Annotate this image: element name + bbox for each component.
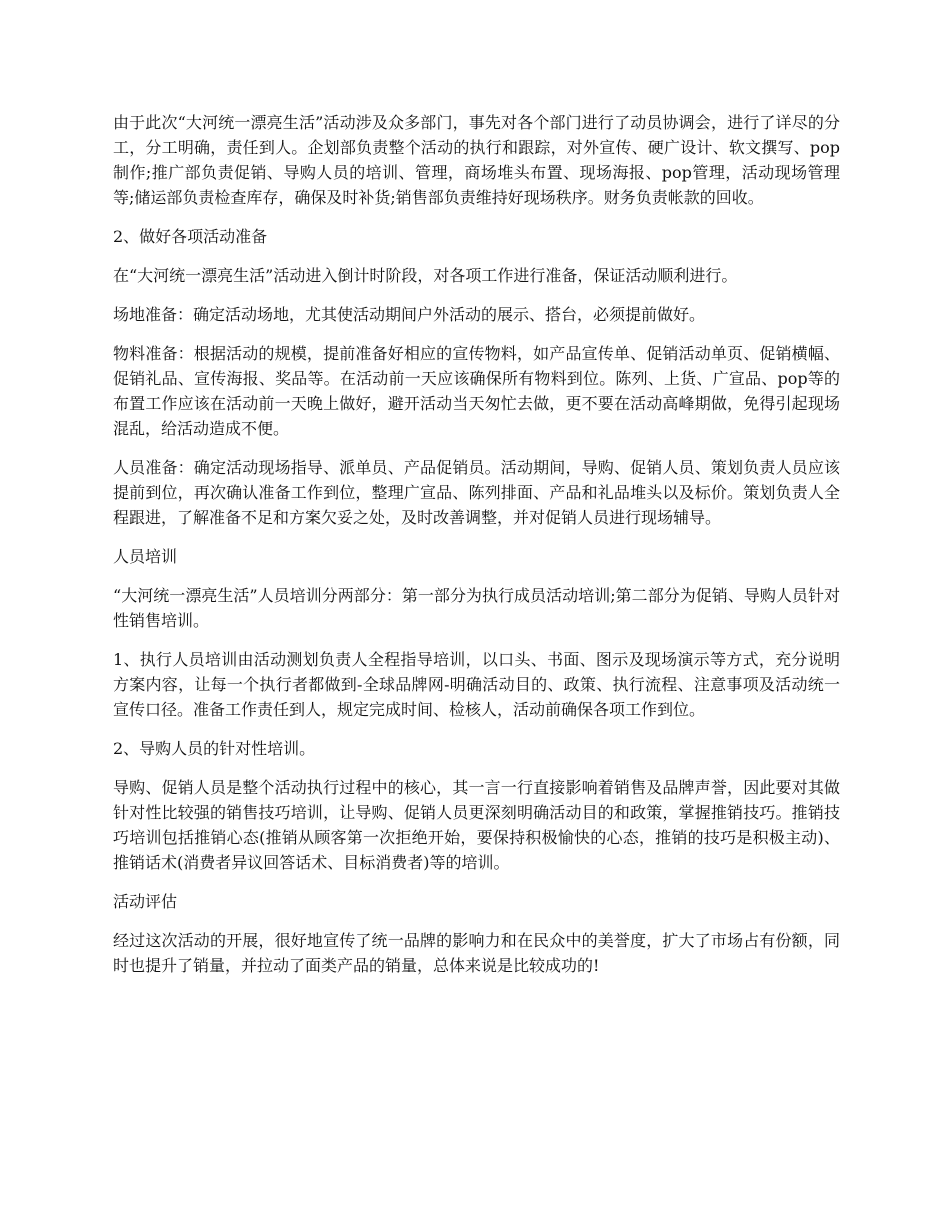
paragraph-training-overview: “大河统一漂亮生活”人员培训分两部分：第一部分为执行成员活动培训;第二部分为促销、导购人员针对性销售培训。: [113, 586, 840, 630]
paragraph-venue-prep: 场地准备：确定活动场地，尤其使活动期间户外活动的展示、搭台，必须提前做好。: [113, 305, 706, 324]
paragraph-staff-prep: 人员准备：确定活动现场指导、派单员、产品促销员。活动期间，导购、促销人员、策划负责人员应该提前到位，再次确认准备工作到位，整理广宣品、陈列排面、产品和礼品堆头以及标价。策划负责人全程跟进，了解准备不足和方案欠妥之处，及时改善调整，并对促销人员进行现场辅导。: [113, 458, 840, 527]
section-heading-sales-training: 2、导购人员的针对性培训。: [113, 739, 316, 758]
paragraph-materials-prep: 物料准备：根据活动的规模，提前准备好相应的宣传物料，如产品宣传单、促销活动单页、促销横幅、促销礼品、宣传海报、奖品等。在活动前一天应该确保所有物料到位。陈列、上货、广宣品、pop等的布置工作应该在活动前一天晚上做好，避开活动当天匆忙去做，更不要在活动高峰期做，免得引起现场混乱，给活动造成不便。: [113, 344, 840, 438]
section-heading-activity-prep: 2、做好各项活动准备: [113, 227, 268, 246]
document-page: [113, 110, 840, 992]
paragraph-countdown: 在“大河统一漂亮生活”活动进入倒计时阶段，对各项工作进行准备，保证活动顺利进行。: [113, 266, 738, 285]
section-heading-evaluation: 活动评估: [113, 892, 178, 911]
paragraph-evaluation: 经过这次活动的开展，很好地宣传了统一品牌的影响力和在民众中的美誉度，扩大了市场占有份额，同时也提升了销量，并拉动了面类产品的销量，总体来说是比较成功的!: [113, 931, 840, 975]
section-heading-staff-training: 人员培训: [113, 547, 178, 566]
paragraph-division-of-labor: 由于此次“大河统一漂亮生活”活动涉及众多部门，事先对各个部门进行了动员协调会，进行了详尽的分工，分工明确，责任到人。企划部负责整个活动的执行和跟踪，对外宣传、硬广设计、软文撰写、pop制作;推广部负责促销、导购人员的培训、管理，商场堆头布置、现场海报、pop管理，活动现场管理等;储运部负责检查库存，确保及时补货;销售部负责维持好现场秩序。财务负责帐款的回收。: [113, 113, 840, 207]
paragraph-executive-training: 1、执行人员培训由活动测划负责人全程指导培训，以口头、书面、图示及现场演示等方式，充分说明方案内容，让每一个执行者都做到-全球品牌网-明确活动目的、政策、执行流程、注意事项及活动统一宣传口径。准备工作责任到人，规定完成时间、检核人，活动前确保各项工作到位。: [113, 650, 840, 719]
paragraph-sales-training: 导购、促销人员是整个活动执行过程中的核心，其一言一行直接影响着销售及品牌声誉，因此要对其做针对性比较强的销售技巧培训，让导购、促销人员更深刻明确活动目的和政策，掌握推销技巧。推销技巧培训包括推销心态(推销从顾客第一次拒绝开始，要保持积极愉快的心态，推销的技巧是积极主动)、推销话术(消费者异议回答话术、目标消费者)等的培训。: [113, 778, 840, 872]
